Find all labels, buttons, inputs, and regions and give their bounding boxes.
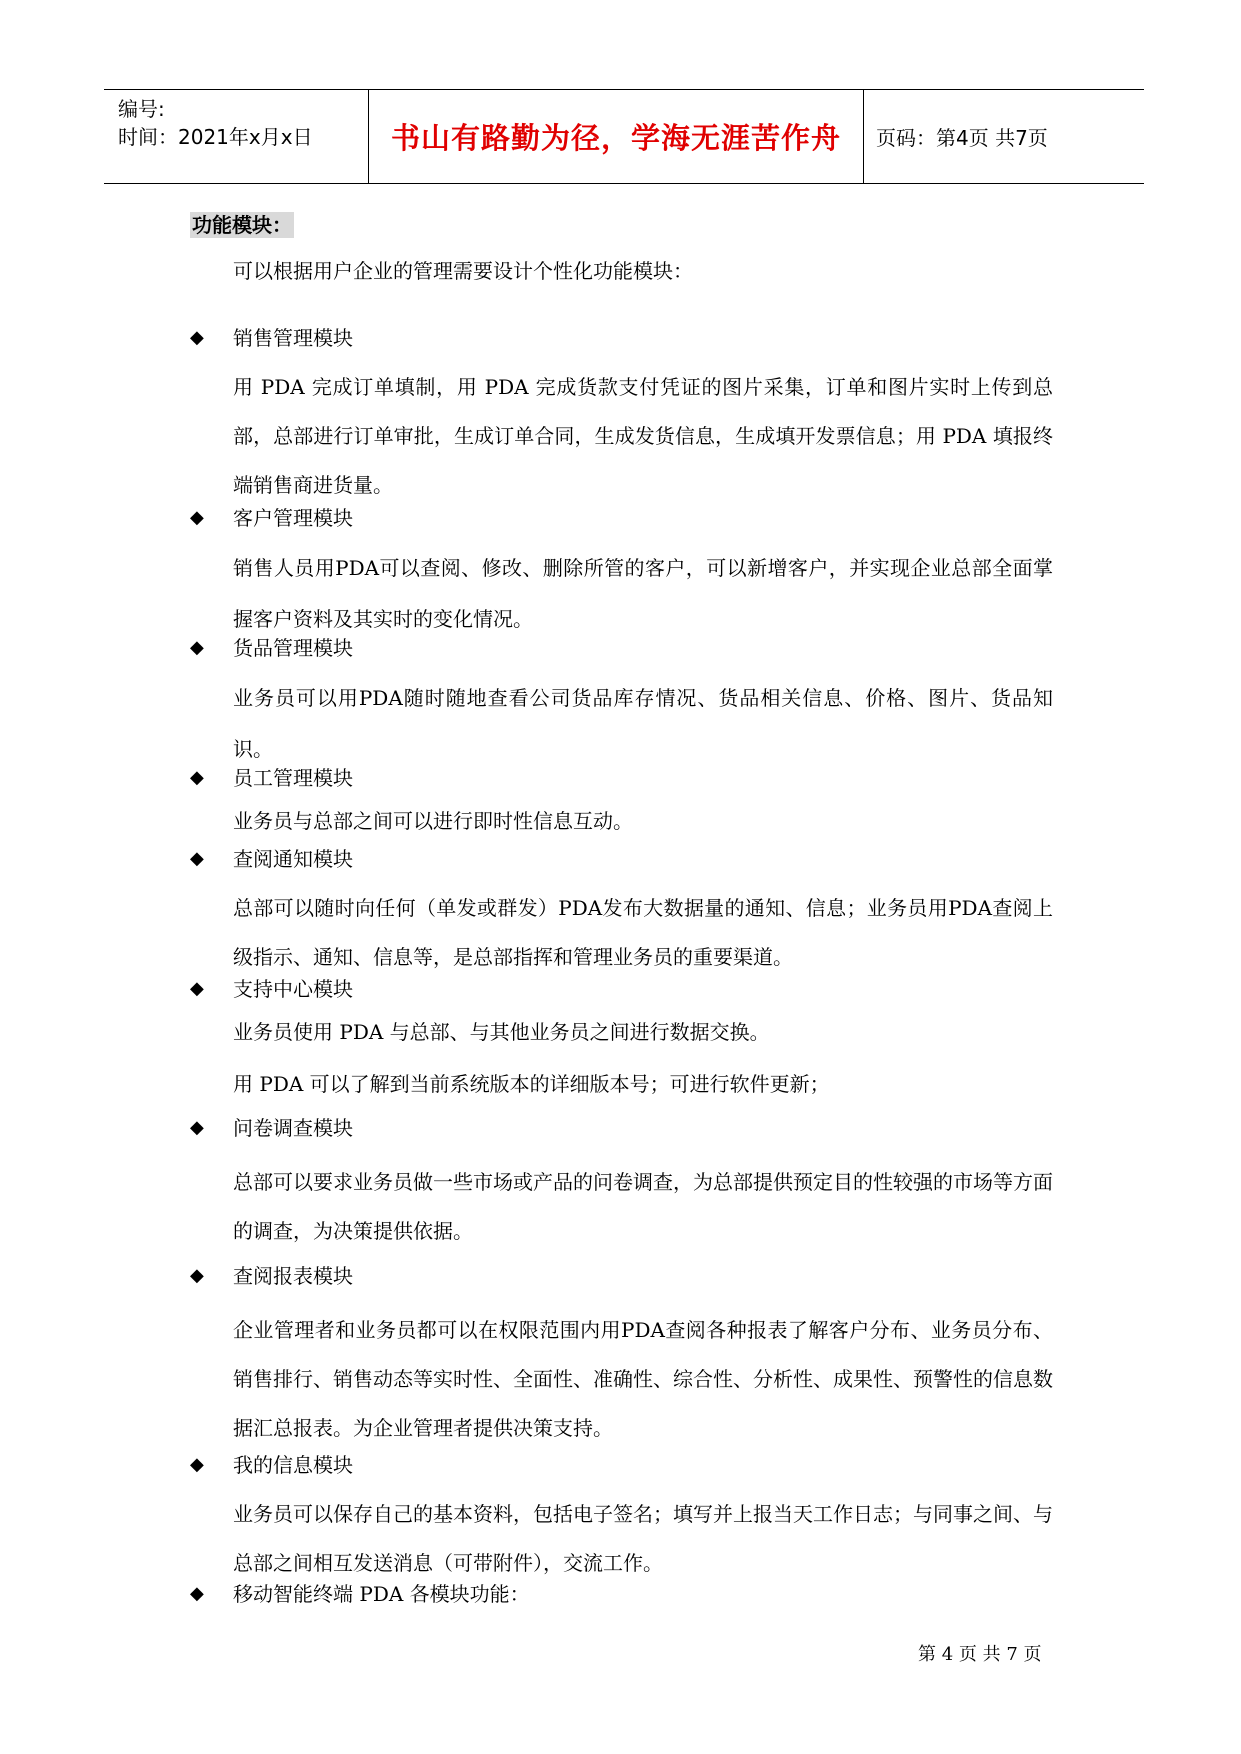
module-description: 用 PDA 完成订单填制，用 PDA 完成货款支付凭证的图片采集，订单和图片实时上传到总部，总部进行订单审批，生成订单合同，生成发货信息，生成填开发票信息；用 PDA 填报终端销售商进货量。 xyxy=(233,375,1053,497)
module-title: 问卷调查模块 xyxy=(233,1116,353,1140)
page-header xyxy=(104,89,1144,184)
module-description: 业务员与总部之间可以进行即时性信息互动。 xyxy=(233,809,633,833)
diamond-bullet-icon: ◆ xyxy=(190,767,204,788)
diamond-bullet-icon: ◆ xyxy=(190,1454,204,1475)
diamond-bullet-icon: ◆ xyxy=(190,1265,204,1286)
section-title: 功能模块： xyxy=(192,213,292,237)
diamond-bullet-icon: ◆ xyxy=(190,637,204,658)
header-page-code: 页码：第4页 共7页 xyxy=(876,126,1048,150)
diamond-bullet-icon: ◆ xyxy=(190,1583,204,1604)
diamond-bullet-icon: ◆ xyxy=(190,978,204,999)
header-motto: 书山有路勤为径，学海无涯苦作舟 xyxy=(390,121,841,155)
module-title: 货品管理模块 xyxy=(233,636,353,660)
module-description: 业务员可以用PDA随时随地查看公司货品库存情况、货品相关信息、价格、图片、货品知识。 xyxy=(233,686,1053,761)
diamond-bullet-icon: ◆ xyxy=(190,507,204,528)
header-meta-cell xyxy=(104,90,369,183)
header-motto-cell xyxy=(369,90,864,183)
module-title: 销售管理模块 xyxy=(233,326,353,350)
module-description: 销售人员用PDA可以查阅、修改、删除所管的客户，可以新增客户，并实现企业总部全面掌握客户资料及其实时的变化情况。 xyxy=(233,556,1053,631)
module-description: 总部可以要求业务员做一些市场或产品的问卷调查，为总部提供预定目的性较强的市场等方面的调查，为决策提供依据。 xyxy=(233,1170,1053,1243)
module-description: 业务员可以保存自己的基本资料，包括电子签名；填写并上报当天工作日志；与同事之间、与总部之间相互发送消息（可带附件），交流工作。 xyxy=(233,1502,1053,1575)
diamond-bullet-icon: ◆ xyxy=(190,1117,204,1138)
module-description: 业务员使用 PDA 与总部、与其他业务员之间进行数据交换。 xyxy=(233,1020,770,1044)
header-page-cell xyxy=(864,90,1144,183)
module-title: 支持中心模块 xyxy=(233,977,353,1001)
document-time-label: 时间：2021年x月x日 xyxy=(118,125,313,149)
module-description: 企业管理者和业务员都可以在权限范围内用PDA查阅各种报表了解客户分布、业务员分布、销售排行、销售动态等实时性、全面性、准确性、综合性、分析性、成果性、预警性的信息数据汇总报表。为企业管理者提供决策支持。 xyxy=(233,1318,1053,1440)
module-title: 查阅报表模块 xyxy=(233,1264,353,1288)
module-title: 查阅通知模块 xyxy=(233,847,353,871)
diamond-bullet-icon: ◆ xyxy=(190,848,204,869)
module-title: 我的信息模块 xyxy=(233,1453,353,1477)
diamond-bullet-icon: ◆ xyxy=(190,327,204,348)
section-intro: 可以根据用户企业的管理需要设计个性化功能模块： xyxy=(233,259,693,283)
module-title: 移动智能终端 PDA 各模块功能： xyxy=(233,1582,530,1606)
module-title: 客户管理模块 xyxy=(233,506,353,530)
module-title: 员工管理模块 xyxy=(233,766,353,790)
document-number-label: 编号: xyxy=(118,97,165,121)
module-description: 用 PDA 可以了解到当前系统版本的详细版本号；可进行软件更新； xyxy=(233,1072,830,1096)
module-description: 总部可以随时向任何（单发或群发）PDA发布大数据量的通知、信息；业务员用PDA查阅上级指示、通知、信息等，是总部指挥和管理业务员的重要渠道。 xyxy=(233,896,1053,969)
page-footer: 第 4 页 共 7 页 xyxy=(918,1644,1042,1665)
